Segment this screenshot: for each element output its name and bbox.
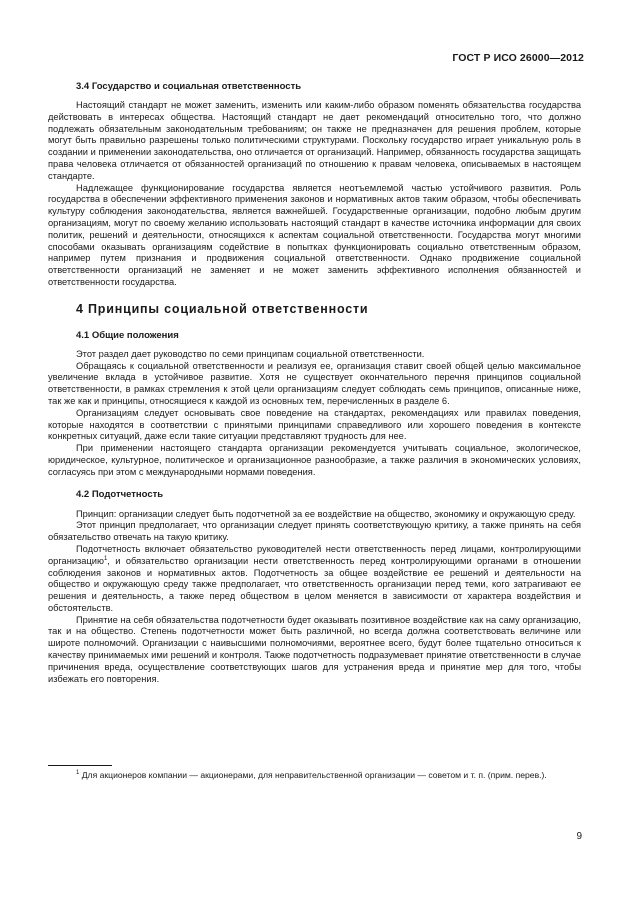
section-4-1-paragraph-4: При применении настоящего стандарта организации рекомендуется учитывать социальное, экологическое, юридическое, культурное, политическое и организационное разнообразие, а также различия в экономических условиях, согласуясь при этом с международными нормами поведения. xyxy=(48,443,581,477)
section-4-1-paragraph-1: Этот раздел дает руководство по семи принципам социальной ответственности. xyxy=(76,348,425,359)
section-3-4-paragraph-1: Настоящий стандарт не может заменить, изменить или каким-либо образом поменять обязательства государства действовать в интересах общества. Настоящий стандарт не дает рекомендаций относительно того, что должно подлежать обязательным законодательным требованиям; он также не предназначен для решения проблем, которые могут быть правильно разрешены только политическими структурами. Поскольку государство играет уникальную роль в создании и применении законодательства, оно отличается от организаций. Например, обязанность государства защищать права человека отличается от обязанностей организаций по отношению к правам человека, описываемых в настоящем стандарте. xyxy=(48,100,581,181)
section-4-heading: 4 Принципы социальной ответственности xyxy=(76,301,369,316)
section-4-2-paragraph-2: Этот принцип предполагает, что организации следует принять соответствующую критику, а также принять на себя обязательство отвечать на такую критику. xyxy=(48,520,581,543)
section-4-1-paragraph-2: Обращаясь к социальной ответственности и реализуя ее, организация ставит своей общей целью максимальное увеличение вклада в устойчивое развитие. Хотя не существует окончательного перечня принципов социальной ответственности, в рамках стремления к этой цели организациям следует соблюдать семь принципов, описанные ниже, так же как и принципы, относящиеся к каждой из основных тем, перечисленных в разделе 6. xyxy=(48,360,581,406)
footnote-divider xyxy=(48,765,112,766)
section-4-2-paragraph-3 xyxy=(48,544,581,615)
section-4-2-paragraph-1: Принцип: организации следует быть подотчетной за ее воздействие на общество, экономику и окружающую среду. xyxy=(76,508,576,519)
footnote-marker: 1 xyxy=(76,770,80,776)
footnote-reference: 1 xyxy=(103,555,108,562)
standard-header: ГОСТ Р ИСО 26000—2012 xyxy=(452,52,584,64)
paragraph-text: Подотчетность включает обязательство руководителей нести ответственность перед лицами, контролирующими организацию xyxy=(48,543,581,566)
footnote xyxy=(48,770,581,782)
section-4-1-paragraph-3: Организациям следует основывать свое поведение на стандартах, рекомендациях или правилах поведения, которые находятся в соответствии с принятыми принципами справедливого или хорошего поведения в контексте конкретных ситуаций, даже если такие ситуации представляют трудность для нее. xyxy=(48,407,581,442)
page-content xyxy=(48,80,581,685)
section-4-2-paragraph-4: Принятие на себя обязательства подотчетности будет оказывать позитивное воздействие как на саму организацию, так и на общество. Степень подотчетности может быть различной, но всегда должна соответствовать величине или широте полномочий. Организации с наивысшими полномочиями, вероятнее всего, будут более тщательно относиться к качеству принимаемых ими решений и контроля. Также подотчетность подразумевает принятие ответственности в случае причинения вреда, осуществление соответствующих шагов для устранения вреда и принятие мер для того, чтобы избежать его повторения. xyxy=(48,614,581,684)
paragraph-text: , и обязательство организации нести ответственность перед контролирующими органами в отношении соблюдения законов и нормативных актов. Подотчетность за общее воздействие ее решений и деятельности на общество и окружающую среду также предполагает, что ответственность организации перед теми, кого затрагивают ее решения и деятельность, а также перед обществом в целом меняется в зависимости от характера воздействия и обстоятельств. xyxy=(48,555,581,613)
section-3-4-heading: 3.4 Государство и социальная ответственность xyxy=(76,81,302,92)
section-4-1-heading: 4.1 Общие положения xyxy=(76,329,179,341)
section-3-4-paragraph-2: Надлежащее функционирование государства является неотъемлемой частью устойчивого развития. Роль государства в обеспечении эффективного применения законов и нормативных актов таким образом, чтобы обеспечивать культуру соблюдения законодательства, является важнейшей. Государственные организации, подобно любым другим организациям, могут по своему желанию использовать настоящий стандарт в качестве источника информации для своих политик, решений и деятельности, относящихся к аспектам социальной ответственности. Государства могут многими способами оказывать организациям содействие в попытках функционировать социально ответственным образом, например путем признания и продвижения социальной ответственности. Однако продвижение социальной ответственности организаций не заменяет и не может заменить эффективного исполнения обязанностей и ответственности государства. xyxy=(48,182,581,287)
footnote-text: Для акционеров компании — акционерами, для неправительственной организации — советом и т. п. (прим. перев.). xyxy=(79,770,547,780)
section-4-2-heading: 4.2 Подотчетность xyxy=(76,488,164,500)
page-number: 9 xyxy=(576,831,582,842)
